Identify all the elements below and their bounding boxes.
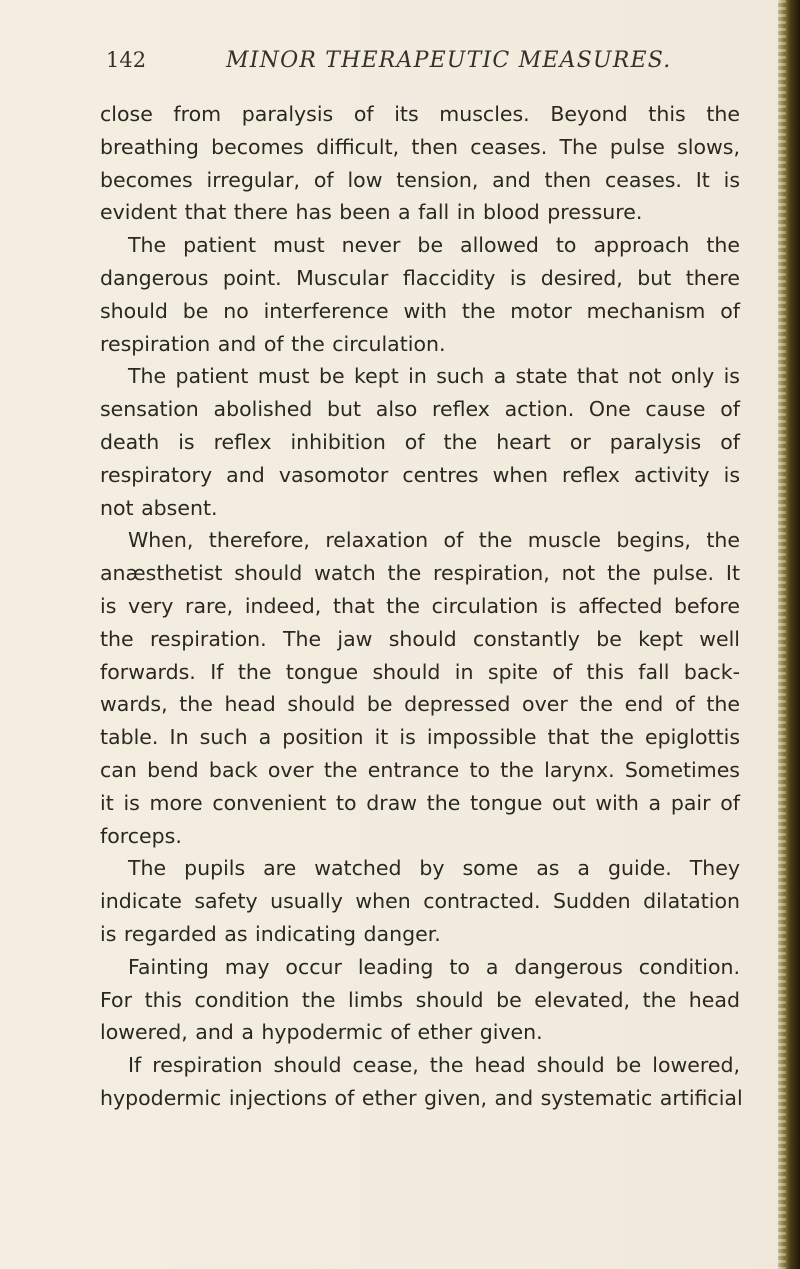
text-line: is regarded as indicating danger. [100,921,441,946]
text-line: forceps. [100,823,182,848]
text-line: forwards. If the tongue should in spite of this fall back- [100,659,740,684]
text-line: death is reflex inhibition of the heart or paralysis of [100,429,740,454]
text-line: dangerous point. Muscular flaccidity is desired, but there [100,265,740,290]
text-line: table. In such a position it is impossible that the epiglottis [100,725,740,750]
page-edge-shadow [778,0,800,1269]
text-line: wards, the head should be depressed over the end of the [100,692,740,717]
text-line: sensation abolished but also reflex action. One cause of [100,397,740,422]
text-line: evident that there has been a fall in blood pressure. [100,200,643,225]
text-line: respiration and of the circulation. [100,331,446,356]
text-line: anæsthetist should watch the respiration, not the pulse. It [100,561,740,586]
text-line: The patient must be kept in such a state that not only is [128,364,740,389]
text-line: hypodermic injections of ether given, and systematic artificial [100,1085,743,1110]
text-line: For this condition the limbs should be elevated, the head [100,987,740,1012]
body-text [100,98,743,1115]
text-line: should be no interference with the motor mechanism of [100,298,740,323]
text-line: If respiration should cease, the head should be lowered, [128,1053,740,1078]
text-line: The pupils are watched by some as a guide. They [128,856,740,881]
text-line: is very rare, indeed, that the circulation is affected before [100,593,740,618]
text-line: When, therefore, relaxation of the muscle begins, the [128,528,740,553]
page-number: 142 [106,48,147,72]
text-line: respiratory and vasomotor centres when reflex activity is [100,462,740,487]
text-line: close from paralysis of its muscles. Beyond this the [100,102,740,126]
running-head: MINOR THERAPEUTIC MEASURES. [226,48,672,73]
text-line: it is more convenient to draw the tongue out with a pair of [100,790,740,815]
page-header [100,48,740,78]
text-line: breathing becomes difficult, then ceases. The pulse slows, [100,134,740,159]
text-line: not absent. [100,495,218,520]
text-line: The patient must never be allowed to approach the [128,233,740,258]
text-line: lowered, and a hypodermic of ether given. [100,1020,543,1045]
text-line: indicate safety usually when contracted. Sudden dilatation [100,889,740,914]
text-line: can bend back over the entrance to the larynx. Sometimes [100,757,740,782]
text-line: becomes irregular, of low tension, and then ceases. It is [100,167,740,192]
text-line: the respiration. The jaw should constantly be kept well [100,626,740,651]
text-line: Fainting may occur leading to a dangerous condition. [128,954,740,979]
